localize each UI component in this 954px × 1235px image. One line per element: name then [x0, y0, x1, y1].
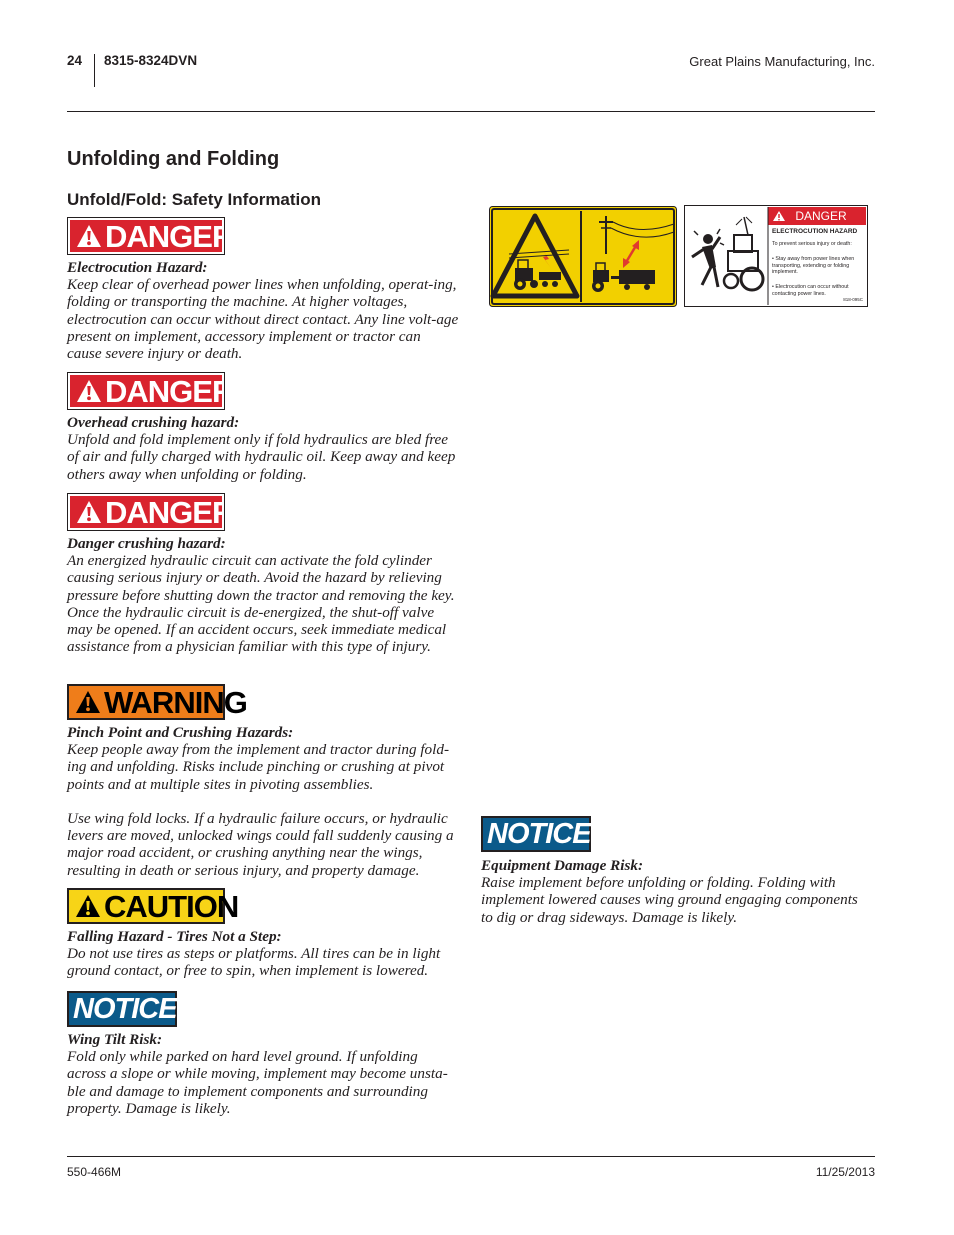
document-date: 11/25/2013: [815, 1165, 875, 1179]
header-rule: [67, 111, 875, 112]
message-block-7: [481, 857, 873, 926]
message-title: Danger crushing hazard:: [67, 535, 226, 552]
decal-heading: ELECTROCUTION HAZARD: [772, 228, 858, 235]
signal-word: WARNING: [104, 684, 247, 720]
message-block-5: [67, 928, 459, 980]
electrocution-pictorial-decal: [489, 206, 677, 307]
message-title: Electrocution Hazard:: [67, 259, 208, 276]
warning-signal: [67, 684, 247, 720]
message-block-2: [67, 414, 459, 483]
section-subtitle: Unfold/Fold: Safety Information: [67, 190, 322, 209]
danger-signal-2: [68, 373, 234, 409]
section-title: Unfolding and Folding: [67, 148, 280, 170]
message-text: Fold only while parked on hard level ground. If unfolding across a slope or while moving, implement may become unsta-ble and damage to implement components and surrounding property. Damage is likely.: [67, 1048, 448, 1117]
notice-signal-1: [67, 991, 177, 1027]
danger-signal-1: [68, 218, 234, 254]
electrocution-danger-decal: [684, 205, 868, 307]
footer-rule: [67, 1156, 875, 1157]
header-divider: [94, 54, 95, 87]
alert-triangle-icon: [75, 690, 101, 714]
alert-triangle-icon: [76, 379, 102, 403]
message-text-2: Use wing fold locks. If a hydraulic failure occurs, or hydraulic levers are moved, unlocked wings could fall suddenly causing a major road accident, or crushing anything near the wings, resulting in death or serious injury, and property damage.: [67, 810, 454, 879]
message-block-4: [67, 724, 459, 879]
caution-signal: [67, 888, 239, 924]
message-text: Keep people away from the implement and tractor during fold-ing and unfolding. Risks include pinching or crushing at pivot points and at multiple sites in pivoting assemblies.: [67, 741, 450, 793]
message-title: Equipment Damage Risk:: [481, 857, 644, 874]
decal-signal-word: DANGER: [795, 209, 847, 223]
message-text: Keep clear of overhead power lines when unfolding, operat-ing, folding or transporting the machine. At higher voltages, electrocution can occur without direct contact. Any line volt-age present on implement, accessory implement or tractor can cause severe injury or death.: [67, 276, 459, 363]
message-text: An energized hydraulic circuit can activate the fold cylinder causing serious injury or death. Avoid the hazard by relieving pressure before shutting down the tractor and removing the key. Once the hydraulic circuit is de-energized, the shut-off valve may be opened. If an accident occurs, seek immediate medical assistance from a physician familiar with this type of injury.: [67, 552, 455, 656]
signal-word: DANGER: [105, 494, 234, 530]
message-title: Wing Tilt Risk:: [67, 1031, 163, 1048]
alert-triangle-icon: [76, 224, 102, 248]
message-title: Falling Hazard - Tires Not a Step:: [67, 928, 282, 945]
document-number: 550-466M: [67, 1165, 122, 1179]
message-text: Do not use tires as steps or platforms. All tires can be in light ground contact, or free to spin, when implement is lowered.: [67, 945, 441, 980]
model-number: 8315-8324DVN: [104, 53, 198, 68]
signal-word: NOTICE: [73, 992, 177, 1025]
decal-bullet-2: • Electrocution can occur without contacting power lines.: [772, 284, 849, 297]
message-block-3: [67, 535, 459, 655]
message-title: Overhead crushing hazard:: [67, 414, 240, 431]
danger-signal-3: [68, 494, 234, 530]
decal-intro: To prevent serious injury or death:: [772, 241, 852, 247]
signal-word: DANGER: [105, 373, 234, 409]
company-name: Great Plains Manufacturing, Inc.: [689, 54, 875, 69]
message-text: Unfold and fold implement only if fold hydraulics are bled free of air and fully charged with hydraulic oil. Keep away and keep others away when unfolding or folding.: [67, 431, 456, 483]
message-text: Raise implement before unfolding or folding. Folding with implement lowered causes wing ground engaging components to dig or drag sideways. Damage is likely.: [481, 874, 858, 926]
decal-bullet-1: • Stay away from power lines when transporting, extending or folding implement.: [772, 256, 855, 275]
signal-word: CAUTION: [104, 888, 239, 924]
alert-triangle-icon: [75, 894, 101, 918]
alert-triangle-icon: [76, 500, 102, 524]
page-number: 24: [67, 53, 83, 68]
message-block-6: [67, 1031, 459, 1117]
signal-word: NOTICE: [487, 817, 591, 850]
message-title: Pinch Point and Crushing Hazards:: [67, 724, 294, 741]
signal-word: DANGER: [105, 218, 234, 254]
decal-part-number: 818-095C: [843, 297, 863, 302]
notice-signal-2: [481, 816, 591, 852]
message-block-1: [67, 259, 459, 362]
